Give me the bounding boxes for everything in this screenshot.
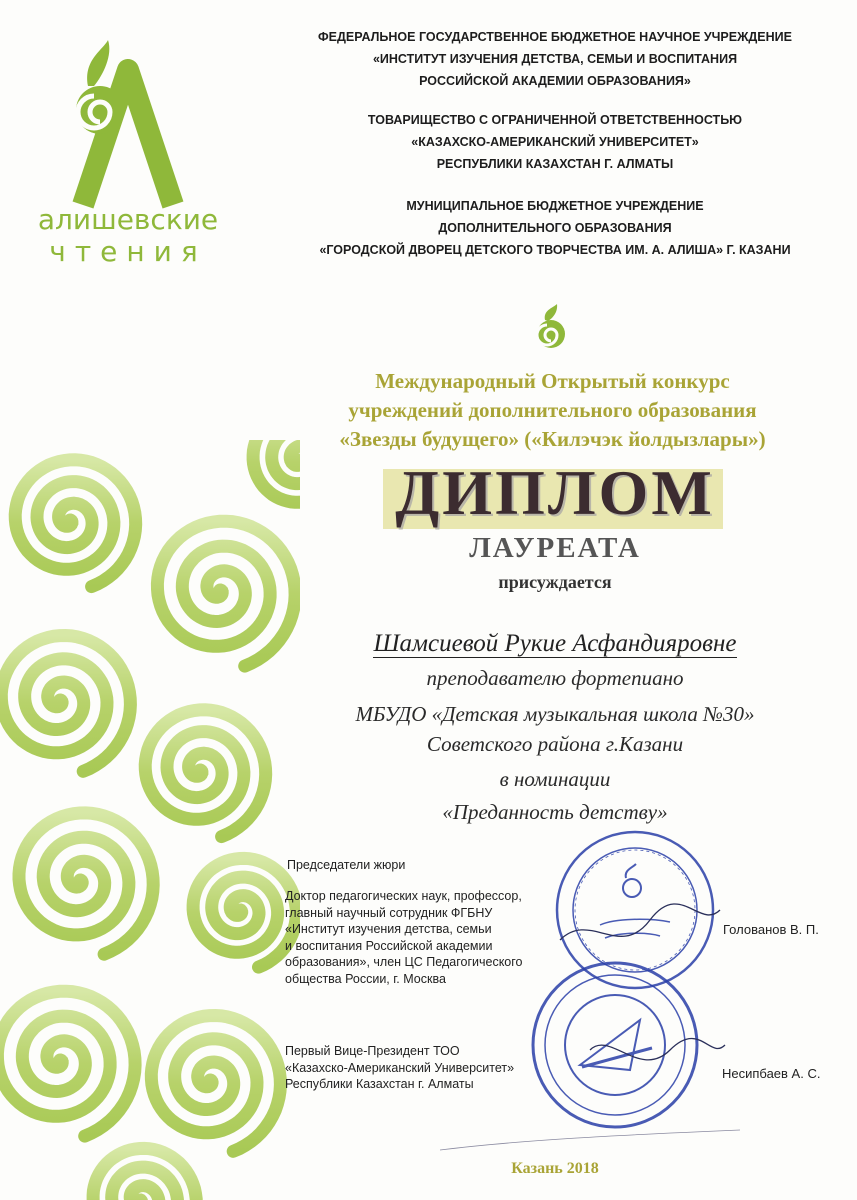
contest-line: Международный Открытый конкурс: [375, 369, 730, 393]
swirl-0: [15, 460, 136, 587]
contest-title: [280, 367, 825, 454]
swirl-5: [193, 858, 296, 967]
recipient-name-text: Шамсиевой Рукие Асфандияровне: [373, 630, 737, 657]
chair1-line: «Институт изучения детства, семьи: [285, 922, 492, 936]
chair1-line: и воспитания Российской академии: [285, 938, 493, 953]
nomination-label: в номинации: [499, 767, 611, 791]
chair1-line: главный научный сотрудник ФГБНУ: [285, 905, 493, 920]
diploma-subtitle: ЛАУРЕАТА: [469, 532, 641, 564]
recipient-district: Советского района г.Казани: [426, 732, 684, 756]
org1-line: ФЕДЕРАЛЬНОЕ ГОСУДАРСТВЕННОЕ БЮДЖЕТНОЕ НАУЧНОЕ УЧРЕЖДЕНИЕ: [317, 30, 792, 44]
org3-line: «ГОРОДСКОЙ ДВОРЕЦ ДЕТСКОГО ТВОРЧЕСТВА ИМ. А. АЛИША» Г. КАЗАНИ: [319, 243, 791, 257]
org2-line: ТОВАРИЩЕСТВО С ОГРАНИЧЕННОЙ ОТВЕТСТВЕННОСТЬЮ: [367, 113, 743, 127]
swirl-pattern: [0, 440, 300, 1200]
recipient-school: МБУДО «Детская музыкальная школа №30»: [355, 702, 755, 726]
nomination-title: «Преданность детству»: [442, 800, 668, 824]
recipient-position: преподавателю фортепиано: [426, 666, 684, 690]
chair2-line: «Казахско-Американский Университет»: [285, 1060, 515, 1075]
chair1-line: Доктор педагогических наук, профессор,: [285, 889, 522, 903]
swirl-3: [145, 710, 266, 837]
org2-line: РЕСПУБЛИКИ КАЗАХСТАН Г. АЛМАТЫ: [436, 157, 674, 171]
organization-2: [300, 109, 810, 175]
organization-3: [300, 195, 810, 261]
chair-1-name: Голованов В. П.: [723, 922, 819, 937]
logo-word-chteniya: чтения: [49, 235, 207, 268]
swirl-2: [1, 636, 130, 772]
swirl-7: [151, 1016, 280, 1152]
swirl-1: [157, 521, 295, 666]
chair2-line: Первый Вице-Президент ТОО: [285, 1044, 460, 1058]
swirl-6: [0, 991, 135, 1136]
chair2-line: Республики Казахстан г. Алматы: [285, 1077, 474, 1091]
contest-line: «Звезды будущего» («Килэчэк йолдызлары»): [339, 427, 766, 451]
organization-1: [300, 26, 810, 92]
jury-heading: Председатели жюри: [287, 858, 406, 872]
chair1-line: образования», член ЦС Педагогического: [285, 955, 523, 969]
org1-line: «ИНСТИТУТ ИЗУЧЕНИЯ ДЕТСТВА, СЕМЬИ И ВОСПИТАНИЯ: [372, 52, 738, 66]
contest-line: учреждений дополнительного образования: [348, 398, 757, 422]
awarded-text: присуждается: [498, 572, 612, 592]
org3-line: МУНИЦИПАЛЬНОЕ БЮДЖЕТНОЕ УЧРЕЖДЕНИЕ: [406, 199, 704, 213]
chair1-line: общества России, г. Москва: [285, 971, 446, 986]
diploma-title: ДИПЛОМ: [395, 457, 715, 528]
logo-word-alishevskie: алишевские: [37, 203, 219, 236]
org2-line: «КАЗАХСКО-АМЕРИКАНСКИЙ УНИВЕРСИТЕТ»: [411, 135, 699, 149]
footer-place-year: Казань 2018: [511, 1160, 599, 1177]
swirl-4: [19, 813, 153, 954]
swirl-8: [93, 1148, 196, 1200]
signatures: [440, 850, 740, 1160]
small-snail-logo-icon: [531, 304, 571, 352]
org3-line: ДОПОЛНИТЕЛЬНОГО ОБРАЗОВАНИЯ: [438, 221, 672, 235]
recipient-name: [300, 630, 810, 658]
org1-line: РОССИЙСКОЙ АКАДЕМИИ ОБРАЗОВАНИЯ»: [419, 74, 691, 88]
chair-2-name: Несипбаев А. С.: [722, 1066, 821, 1081]
